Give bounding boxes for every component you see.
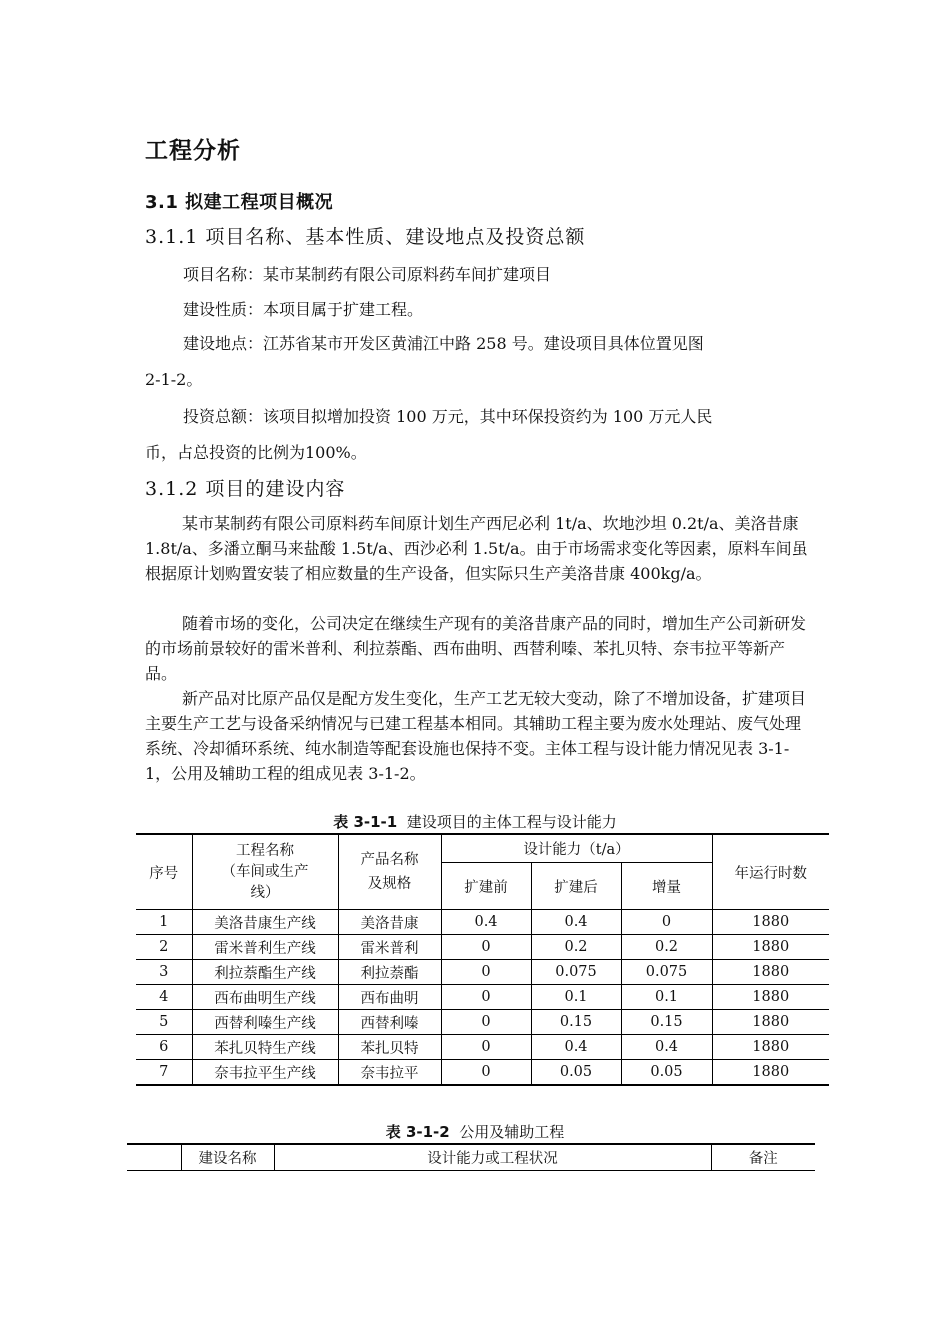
cell-increase: 0.1 [621, 985, 712, 1010]
project-name-line: 项目名称：某市某制药有限公司原料药车间扩建项目 [183, 265, 552, 284]
cell-before: 0 [441, 1060, 531, 1086]
chapter-title: 工程分析 [145, 138, 241, 164]
cell-no: 6 [136, 1035, 192, 1060]
table-row [136, 1010, 829, 1035]
main-works-table [136, 833, 829, 1086]
header-line-name [192, 834, 338, 910]
header-blank [127, 1144, 181, 1171]
cell-before: 0 [441, 960, 531, 985]
cell-after: 0.05 [531, 1060, 621, 1086]
cell-no: 4 [136, 985, 192, 1010]
cell-product: 奈韦拉平 [338, 1060, 441, 1086]
cell-no: 3 [136, 960, 192, 985]
cell-after: 0.075 [531, 960, 621, 985]
cell-line: 利拉萘酯生产线 [192, 960, 338, 985]
cell-line: 苯扎贝特生产线 [192, 1035, 338, 1060]
subsection-title-2: 3.1.2 项目的建设内容 [145, 478, 346, 500]
subsection-title-1: 3.1.1 项目名称、基本性质、建设地点及投资总额 [145, 226, 586, 248]
cell-no: 2 [136, 935, 192, 960]
cell-hours: 1880 [712, 1010, 829, 1035]
section-title: 3.1 拟建工程项目概况 [145, 192, 334, 213]
project-location-line-cont: 2-1-2。 [145, 370, 203, 389]
cell-after: 0.15 [531, 1010, 621, 1035]
cell-no: 7 [136, 1060, 192, 1086]
cell-product: 西布曲明 [338, 985, 441, 1010]
header-hours: 年运行时数 [712, 834, 829, 910]
cell-hours: 1880 [712, 1060, 829, 1086]
cell-after: 0.4 [531, 910, 621, 935]
header-capacity-status: 设计能力或工程状况 [274, 1144, 711, 1171]
cell-line: 美洛昔康生产线 [192, 910, 338, 935]
cell-increase: 0.4 [621, 1035, 712, 1060]
cell-hours: 1880 [712, 910, 829, 935]
table-header-row [127, 1144, 815, 1171]
header-product-2: 及规格 [367, 876, 412, 892]
cell-hours: 1880 [712, 960, 829, 985]
header-line-name-1: 工程名称 [236, 842, 294, 859]
content-paragraph-2: 随着市场的变化，公司决定在继续生产现有的美洛昔康产品的同时，增加生产公司新研发的市场前景较好的雷米普利、利拉萘酯、西布曲明、西替利嗪、苯扎贝特、奈韦拉平等新产品。 [145, 614, 807, 683]
cell-product: 苯扎贝特 [338, 1035, 441, 1060]
cell-increase: 0.15 [621, 1010, 712, 1035]
cell-product: 美洛昔康 [338, 910, 441, 935]
project-investment-line: 投资总额：该项目拟增加投资 100 万元，其中环保投资约为 100 万元人民 [183, 407, 713, 426]
cell-line: 西布曲明生产线 [192, 985, 338, 1010]
cell-line: 雷米普利生产线 [192, 935, 338, 960]
cell-before: 0 [441, 935, 531, 960]
cell-no: 1 [136, 910, 192, 935]
header-product-1: 产品名称 [360, 852, 419, 868]
header-name: 建设名称 [181, 1144, 274, 1171]
cell-product: 利拉萘酯 [338, 960, 441, 985]
content-paragraph-3: 新产品对比原产品仅是配方发生变化，生产工艺无较大变动，除了不增加设备，扩建项目主要生产工艺与设备采纳情况与已建工程基本相同。其辅助工程主要为废水处理站、废气处理系统、冷却循环系统、纯水制造等配套设施也保持不变。主体工程与设计能力情况见表 3-1-1，公用及辅助工程的组成见表 3-1-2。 [145, 689, 807, 783]
utilities-table [127, 1143, 815, 1171]
table-row [136, 1060, 829, 1086]
cell-increase: 0 [621, 910, 712, 935]
table1-caption-number: 表 3-1-1 [333, 813, 398, 831]
project-investment-line-cont: 币，占总投资的比例为100%。 [145, 443, 367, 462]
cell-before: 0 [441, 1035, 531, 1060]
table2-caption [0, 1121, 950, 1142]
table-row [136, 960, 829, 985]
header-before: 扩建前 [441, 863, 531, 910]
header-after: 扩建后 [531, 863, 621, 910]
header-remark: 备注 [711, 1144, 815, 1171]
table-row [136, 935, 829, 960]
cell-line: 奈韦拉平生产线 [192, 1060, 338, 1086]
table2-caption-number: 表 3-1-2 [385, 1123, 450, 1141]
cell-increase: 0.075 [621, 960, 712, 985]
table-row [136, 985, 829, 1010]
cell-hours: 1880 [712, 935, 829, 960]
cell-line: 西替利嗪生产线 [192, 1010, 338, 1035]
cell-hours: 1880 [712, 1035, 829, 1060]
cell-no: 5 [136, 1010, 192, 1035]
project-location-line: 建设地点：江苏省某市开发区黄浦江中路 258 号。建设项目具体位置见图 [183, 334, 704, 353]
cell-hours: 1880 [712, 985, 829, 1010]
cell-before: 0 [441, 985, 531, 1010]
table1-caption-text: 建设项目的主体工程与设计能力 [406, 813, 617, 831]
header-product [338, 834, 441, 910]
header-increase: 增量 [621, 863, 712, 910]
cell-after: 0.4 [531, 1035, 621, 1060]
cell-before: 0.4 [441, 910, 531, 935]
header-no: 序号 [136, 834, 192, 910]
cell-product: 西替利嗪 [338, 1010, 441, 1035]
cell-increase: 0.2 [621, 935, 712, 960]
table2-caption-text: 公用及辅助工程 [459, 1123, 565, 1141]
content-paragraph-1: 某市某制药有限公司原料药车间原计划生产西尼必利 1t/a、坎地沙坦 0.2t/a、美洛昔康 1.8t/a、多潘立酮马来盐酸 1.5t/a、西沙必利 1.5t/a。由于市场需求变化等因素，原料车间虽根据原计划购置安装了相应数量的生产设备，但实际只生产美洛昔康 400kg/a。 [145, 514, 808, 583]
cell-product: 雷米普利 [338, 935, 441, 960]
table1-caption [0, 811, 950, 832]
header-capacity: 设计能力（t/a） [441, 834, 712, 863]
header-line-name-3: 线） [250, 884, 280, 901]
project-nature-line: 建设性质：本项目属于扩建工程。 [183, 300, 424, 319]
table-row [136, 1035, 829, 1060]
cell-increase: 0.05 [621, 1060, 712, 1086]
cell-before: 0 [441, 1010, 531, 1035]
table-row [136, 910, 829, 935]
cell-after: 0.1 [531, 985, 621, 1010]
header-line-name-2: （车间或生产 [221, 863, 309, 880]
cell-after: 0.2 [531, 935, 621, 960]
